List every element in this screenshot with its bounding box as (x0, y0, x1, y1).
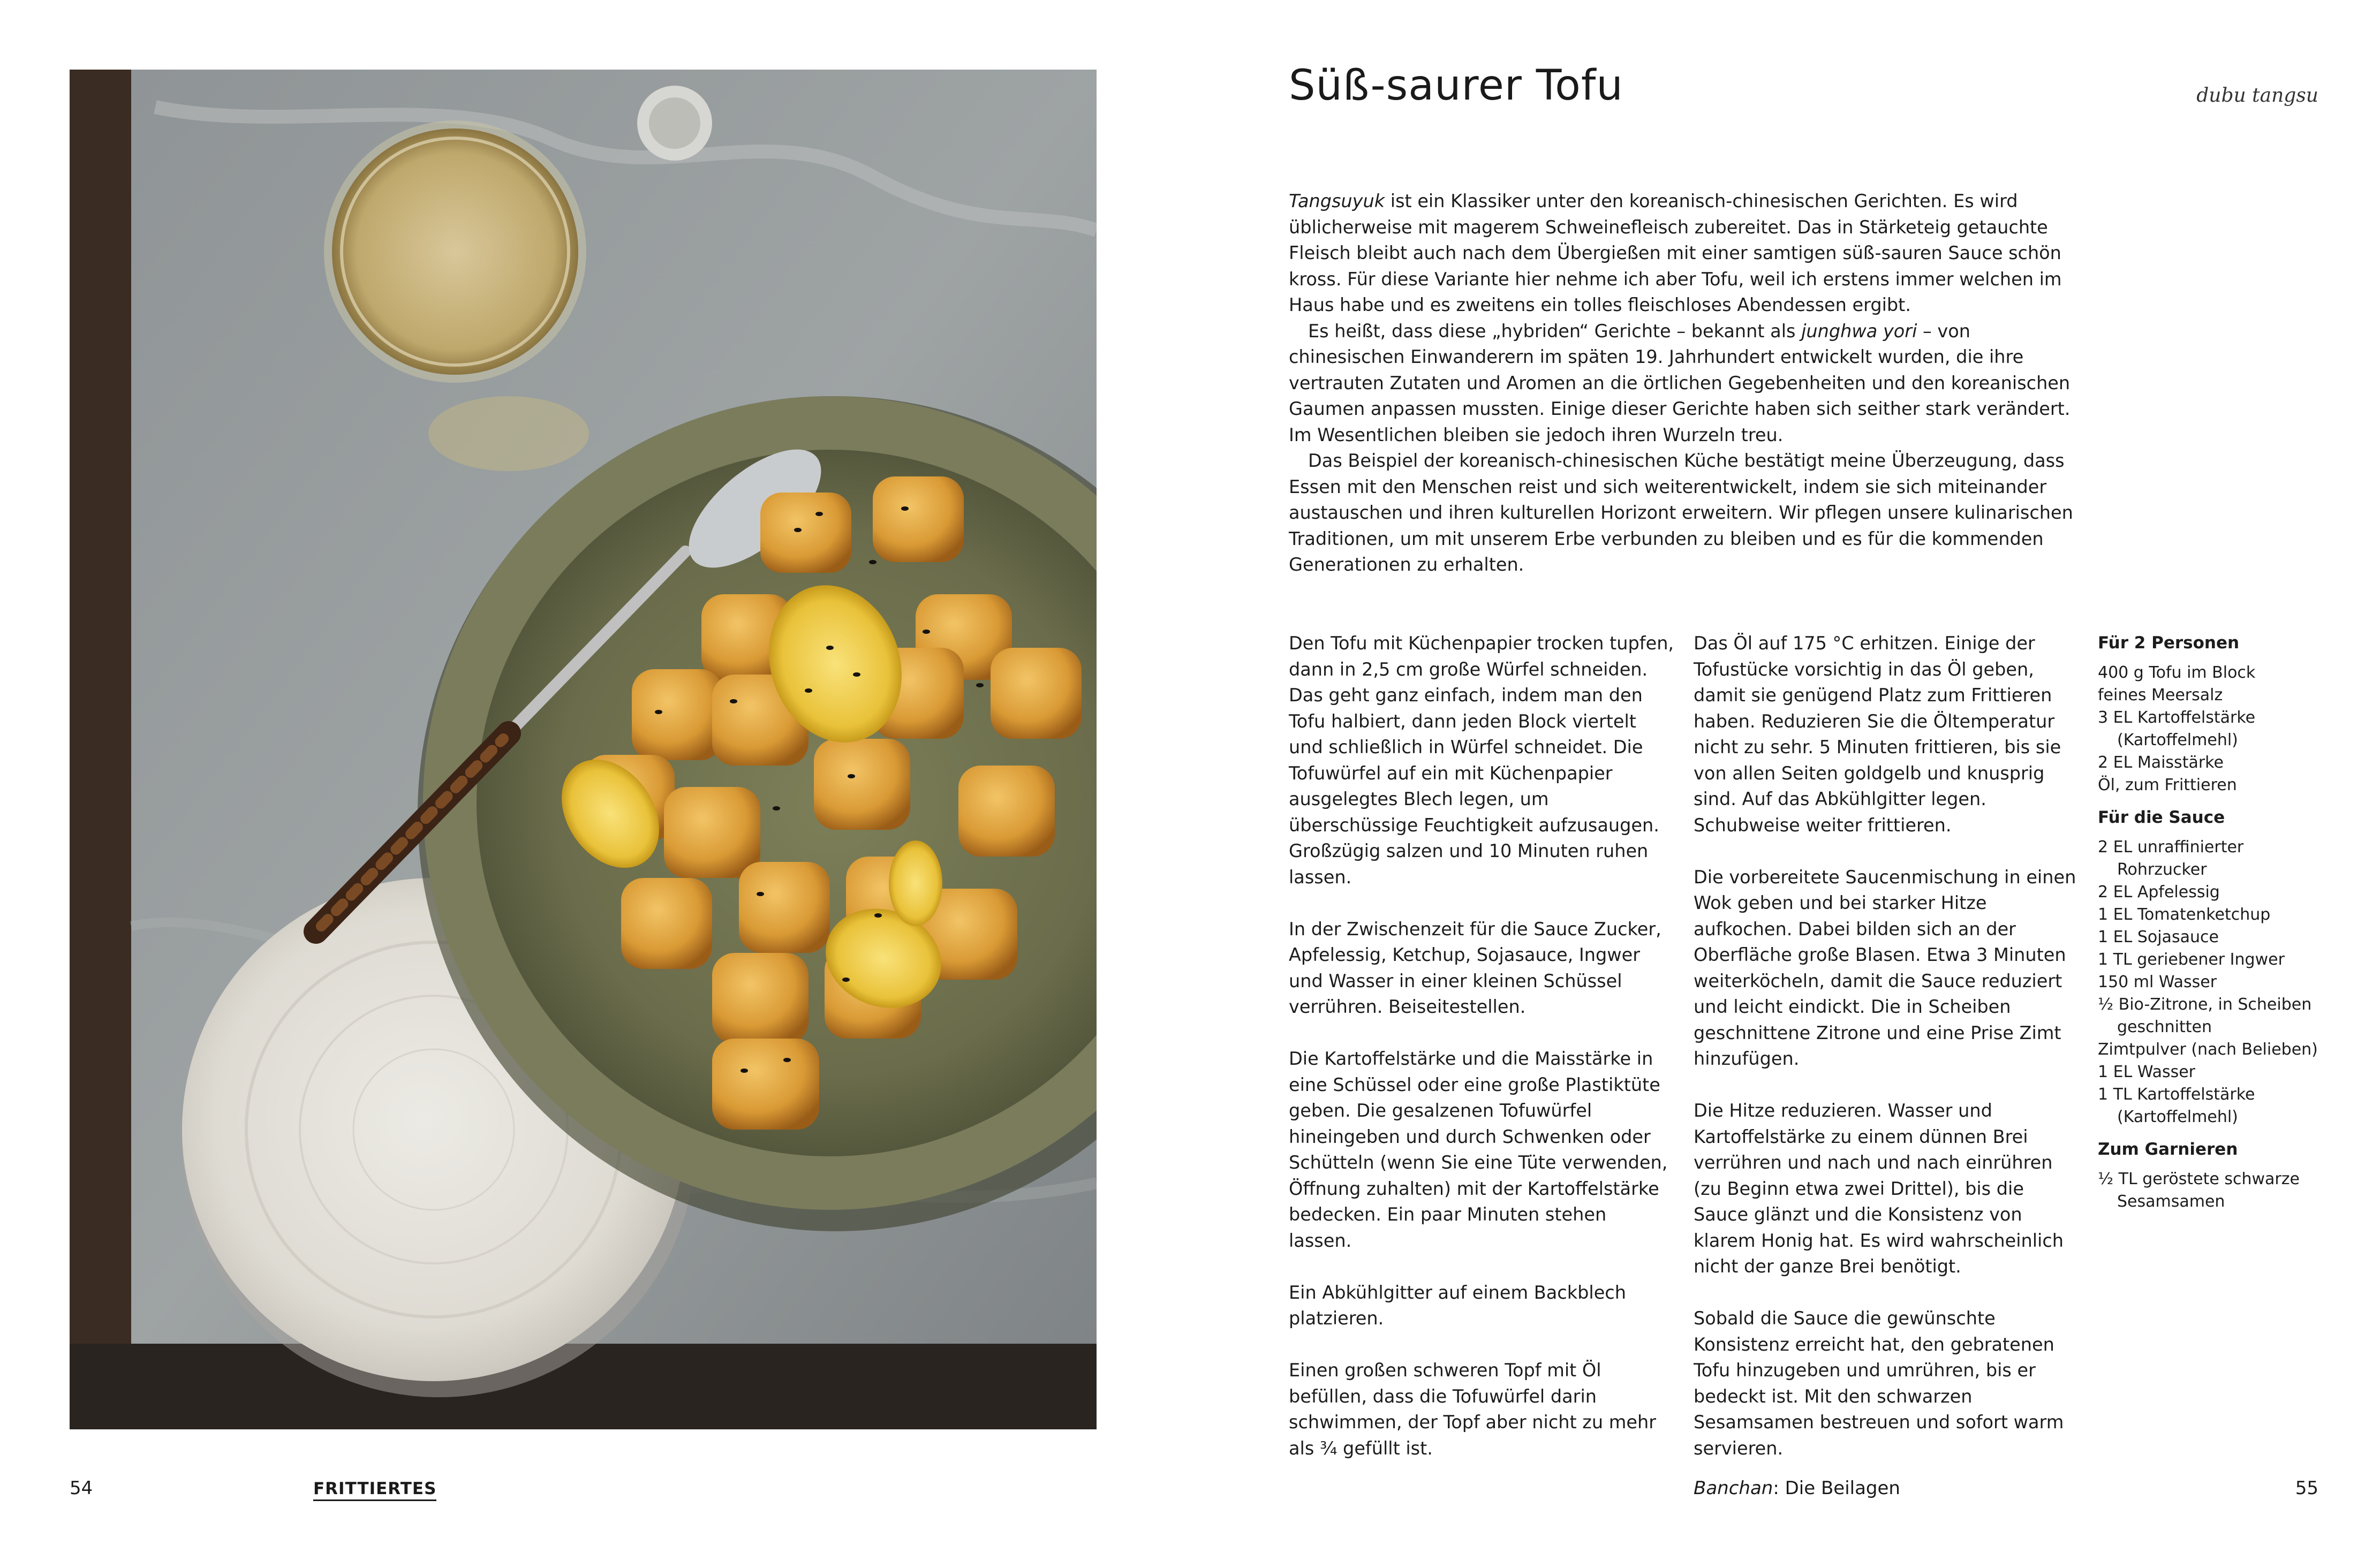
intro-paragraph-1 (1289, 188, 2087, 319)
page-number-left: 54 (70, 1478, 93, 1499)
intro-p2-text-a: Es heißt, dass diese „hybriden“ Gerichte – bekannt als (1308, 320, 1802, 342)
ingredients-list (2098, 632, 2328, 1213)
step-paragraph: Sobald die Sauce die gewünschte Konsistenz erreicht hat, den gebratenen Tofu hinzugeben und umrühren, bis er bedeckt ist. Mit den schwarzen Sesamsamen bestreuen und sofort warm servieren. (1694, 1308, 2064, 1459)
ingredients-heading-sauce: Für die Sauce (2098, 808, 2225, 827)
recipe-title: Süß-saurer Tofu (1289, 62, 1623, 110)
step-paragraph: Den Tofu mit Küchenpapier trocken tupfen, dann in 2,5 cm große Würfel schneiden. Das geht ganz einfach, indem man den Tofu halbiert, dann jeden Block viertelt und schließlich in Würfel schneidet. Die Tofuwürfel auf ein mit Küchenpapier ausgelegtes Blech legen, um überschüssige Feuchtigkeit aufzusaugen. Großzügig salzen und 10 Minuten ruhen lassen. (1289, 633, 1674, 888)
ingredient-item: ½ Bio-Zitrone, in Scheiben geschnitten (2098, 995, 2312, 1036)
ingredient-item: 3 EL Kartoffelstärke (Kartoffelmehl) (2098, 708, 2256, 749)
ingredient-item: 1 TL geriebener Ingwer (2098, 950, 2285, 969)
ingredient-item: ½ TL geröstete schwarze Sesamsamen (2098, 1170, 2300, 1211)
ingredients-group-sauce (2098, 836, 2328, 1128)
ingredients-group-garnish (2098, 1168, 2328, 1213)
intro-text (1289, 188, 2087, 578)
ingredient-item: Zimtpulver (nach Belieben) (2098, 1040, 2318, 1059)
step-paragraph: Die Kartoffelstärke und die Maisstärke in eine Schüssel oder eine große Plastiktüte geben. Die gesalzenen Tofuwürfel hineingeben und durch Schwenken oder Schütteln (wenn Sie eine Tüte verwenden, Öffnung zuhalten) mit der Kartoffelstärke bedecken. Ein paar Minuten stehen lassen. (1289, 1048, 1668, 1251)
step-paragraph: Die vorbereitete Saucenmischung in einen Wok geben und bei starker Hitze aufkochen. Dabei bilden sich an der Oberfläche große Blasen. Etwa 3 Minuten weiterköcheln, damit die Sauce reduziert und leicht eindickt. Die in Scheiben geschnittene Zitrone und eine Prise Zimt hinzufügen. (1694, 866, 2076, 1069)
intro-paragraph-3: Das Beispiel der koreanisch-chinesischen Küche bestätigt meine Überzeugung, dass Essen mit den Menschen reist und sich weiterentwickelt, indem sie sich miteinander austauschen und ihren kulturellen Horizont erweitern. Wir pflegen unsere kulinarischen Traditionen, um mit unserem Erbe verbunden zu bleiben und es für die kommenden Generationen zu erhalten. (1289, 450, 2073, 575)
page-number-right: 55 (2295, 1478, 2318, 1499)
ingredient-item: 2 EL unraffinierter Rohrzucker (2098, 838, 2244, 879)
ingredient-item: 1 EL Tomatenketchup (2098, 905, 2271, 924)
step-paragraph: Das Öl auf 175 °C erhitzen. Einige der Tofustücke vorsichtig in das Öl geben, damit sie genügend Platz zum Frittieren haben. Reduzieren Sie die Öltemperatur nicht zu sehr. 5 Minuten frittieren, bis sie von allen Seiten goldgelb und knusprig sind. Auf das Abkühlgitter legen. Schubweise weiter frittieren. (1694, 633, 2061, 836)
ingredient-item: 2 EL Maisstärke (2098, 753, 2224, 772)
step-paragraph: Ein Abkühlgitter auf einem Backblech platzieren. (1289, 1282, 1626, 1329)
ingredients-group-main (2098, 662, 2328, 797)
intro-p2-text-b: – von chinesischen Einwanderern im späten 19. Jahrhundert entwickelt wurden, die ihre vertrauten Zutaten und Aromen an die örtlichen Gegebenheiten und den koreanischen Gaumen anpassen mussten. Einige dieser Gerichte haben sich seither stark verändert. Im Wesentlichen bleiben sie jedoch ihren Wurzeln treu. (1289, 320, 2071, 445)
book-title-rest: : Die Beilagen (1773, 1478, 1900, 1499)
recipe-subtitle: dubu tangsu (2196, 85, 2318, 107)
intro-italic-term: Tangsuyuk (1289, 191, 1385, 211)
ingredient-item: 1 EL Wasser (2098, 1063, 2196, 1081)
ingredient-item: feines Meersalz (2098, 686, 2223, 705)
ingredient-item: Öl, zum Frittieren (2098, 776, 2237, 794)
book-title (1694, 1478, 1900, 1499)
steps-column-2 (1694, 631, 2079, 1488)
ingredient-item: 150 ml Wasser (2098, 973, 2217, 991)
step-paragraph: In der Zwischenzeit für die Sauce Zucker, Apfelessig, Ketchup, Sojasauce, Ingwer und Wasser in einer kleinen Schüssel verrühren. Beiseitestellen. (1289, 918, 1661, 1017)
ingredients-heading-servings: Für 2 Personen (2098, 633, 2240, 653)
ingredient-item: 400 g Tofu im Block (2098, 663, 2256, 682)
intro-paragraph-2 (1289, 319, 2087, 449)
section-label: FRITTIERTES (313, 1479, 436, 1501)
book-title-italic: Banchan (1694, 1478, 1773, 1499)
ingredients-heading-garnish: Zum Garnieren (2098, 1140, 2238, 1159)
ingredient-item: 1 EL Sojasauce (2098, 928, 2219, 946)
steps-column-1 (1289, 631, 1674, 1488)
intro-italic-term-2: junghwa yori (1801, 320, 1917, 342)
intro-p1-text: ist ein Klassiker unter den koreanisch-chinesischen Gerichten. Es wird üblicherweise mit magerem Schweinefleisch zubereitet. Das in Stärketeig getauchte Fleisch bleibt auch nach dem Übergießen mit einer samtigen süß-sauren Sauce schön kross. Für diese Variante hier nehme ich aber Tofu, weil ich erstens immer welchen im Haus habe und es zweitens ein tolles fleischloses Abendessen ergibt. (1289, 191, 2062, 315)
food-photo (70, 70, 1097, 1429)
ingredient-item: 2 EL Apfelessig (2098, 883, 2220, 902)
ingredient-item: 1 TL Kartoffelstärke (Kartoffelmehl) (2098, 1085, 2255, 1126)
step-paragraph: Die Hitze reduzieren. Wasser und Kartoffelstärke zu einem dünnen Brei verrühren und nach und nach einrühren (zu Beginn etwa zwei Drittel), bis die Sauce glänzt und die Konsistenz von klarem Honig hat. Es wird wahrscheinlich nicht der ganze Brei benötigt. (1694, 1100, 2064, 1277)
step-paragraph: Einen großen schweren Topf mit Öl befüllen, dass die Tofuwürfel darin schwimmen, der Topf aber nicht zu mehr als ¾ gefüllt ist. (1289, 1360, 1656, 1459)
